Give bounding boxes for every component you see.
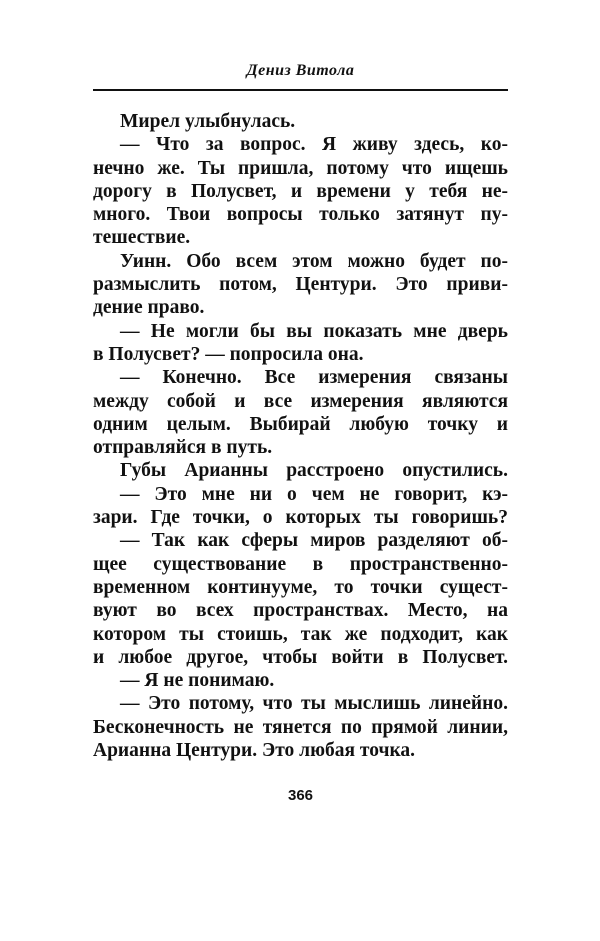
text-line: Арианна Центури. Это любая точка. xyxy=(93,740,416,762)
text-line: вуют во всех пространствах. Место, на xyxy=(93,600,508,622)
text-line: зари. Где точки, о которых ты говоришь? xyxy=(93,507,508,529)
text-line: — Не могли бы вы показать мне дверь xyxy=(120,320,508,342)
text-line: в Полусвет? — попросила она. xyxy=(93,343,364,365)
text-line: — Это потому, что ты мыслишь линейно. xyxy=(120,693,508,715)
text-line: — Это мне ни о чем не говорит, кэ- xyxy=(120,483,508,505)
text-line: Мирел улыбнулась. xyxy=(120,111,296,132)
text-line: между собой и все измерения являются xyxy=(93,390,508,412)
text-line: щее существование в пространственно- xyxy=(93,553,508,575)
text-line: и любое другое, чтобы войти в Полусвет. xyxy=(93,646,508,668)
text-line: — Так как сферы миров разделяют об- xyxy=(120,530,508,552)
text-line: временном континууме, то точки сущест- xyxy=(93,576,508,598)
text-line: много. Твои вопросы только затянут пу- xyxy=(93,204,508,226)
text-line: Бесконечность не тянется по прямой линии, xyxy=(93,716,508,738)
text-line: котором ты стоишь, так же подходит, как xyxy=(93,623,508,645)
text-line: размыслить потом, Центури. Это приви- xyxy=(93,274,508,296)
page-body-text xyxy=(93,110,508,762)
text-line: — Я не понимаю. xyxy=(120,670,275,692)
text-line: одним целым. Выбирай любую точку и xyxy=(93,413,508,435)
page-number: 366 xyxy=(287,787,314,804)
running-header: Дениз Витола xyxy=(246,62,355,79)
text-line: дорогу в Полусвет, и времени у тебя не- xyxy=(93,180,508,202)
text-line: Губы Арианны расстроено опустились. xyxy=(120,460,508,482)
text-line: дение право. xyxy=(93,297,205,319)
text-line: — Конечно. Все измерения связаны xyxy=(120,367,508,389)
text-line: нечно же. Ты пришла, потому что ищешь xyxy=(93,157,508,179)
text-line: отправляйся в путь. xyxy=(93,437,273,459)
text-line: — Что за вопрос. Я живу здесь, ко- xyxy=(120,134,508,156)
text-line: Уинн. Обо всем этом можно будет по- xyxy=(120,250,508,272)
header-rule xyxy=(93,89,508,91)
text-line: тешествие. xyxy=(93,227,191,249)
